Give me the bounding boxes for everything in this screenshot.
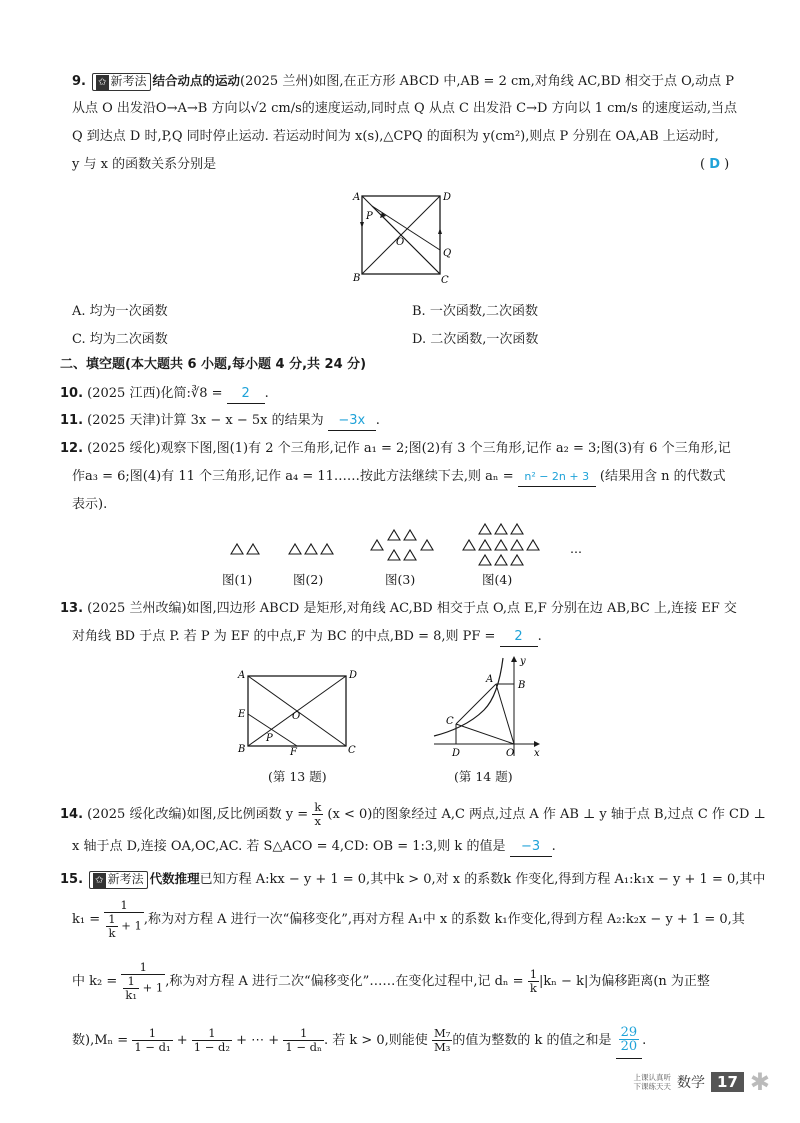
q14-text-2: x 轴于点 D,连接 OA,OC,AC. 若 S△ACO = 4,CD: OB = 1:3,则 k 的值是 [72,839,506,854]
q14-fraction [312,801,323,828]
mascot-star-icon: ✱ [749,1068,770,1096]
q12-caption-1: 图(1) [222,572,253,587]
q15-m1-num: 1 [132,1027,172,1041]
q15-inner-num: 1 [108,912,116,926]
q13-label-a: A [238,670,246,681]
q15-text-2: ,称为对方程 A 进行一次“偏移变化”,再对方程 A₁中 x 的系数 k₁作变化,得到方程 A₂:k₂x − y + 1 = 0,其 [143,912,745,927]
q9-text-3: Q 到达点 D 时,P,Q 同时停止运动. 若运动时间为 x(s),△CPQ 的面积为 y(cm²),则点 P 分别在 OA,AB 上运动时, [72,129,719,144]
q14-text-1a: (2025 绥化改编)如图,反比例函数 y = [87,807,309,822]
footer-slogan-2: 下课练天天 [633,1082,672,1091]
q15-m-term-2 [192,1027,232,1054]
q9-label-d: D [443,192,452,203]
q15-answer-fraction [619,1026,640,1053]
q14-label-y: y [520,656,526,667]
section-title: 二、填空题(本大题共 6 小题,每小题 4 分,共 24 分) [60,357,367,372]
q12-text-2b: (结果用含 n 的代数式 [599,469,726,484]
q9-option-d[interactable]: D. 二次函数,一次函数 [412,332,539,347]
q9-number: 9. [72,74,86,89]
q14-figure [430,652,545,760]
q13-label-o: O [292,711,301,722]
q14-label-b: B [518,680,526,691]
q15-inner2-den: k₁ [125,988,137,1002]
q13-text-2: 对角线 BD 于点 P. 若 P 为 EF 的中点,F 为 BC 的中点,BD = 8,则 PF = [72,629,496,644]
q13-number: 13. [60,601,84,616]
q9-label-p: P [366,211,373,222]
q15-text-1: 已知方程 A:kx − y + 1 = 0,其中k > 0,对 x 的系数k 作变化,得到方程 A₁:k₁x − y + 1 = 0,其中 [199,872,766,887]
q14-segment-oa [496,684,514,744]
triangle-shape [527,540,539,550]
q12-caption-2: 图(2) [293,572,324,587]
q9-text-2: 从点 O 出发沿O→A→B 方向以√2 cm/s的速度运动,同时点 Q 从点 C 出发沿 C→D 方向以 1 cm/s 的速度运动,当点 [72,101,738,116]
q14-answer[interactable]: −3 [510,838,552,857]
q9-tag [92,73,150,91]
q15-plus: + [176,1033,188,1048]
q14-frac-num: k [314,800,322,814]
q15-line4 [72,1022,646,1059]
footer-slogan-1: 上课认真听 [633,1073,672,1082]
q9-arrow-cd [438,228,442,234]
q13-label-p: P [266,733,273,744]
triangle-shape [495,524,507,534]
q12-ellipsis: … [570,542,582,556]
q15-1-over-k [106,913,117,940]
page-footer [634,1068,770,1096]
q15-dn-num: 1 [529,967,538,981]
triangle-shape [305,544,317,554]
q14-label-c: C [446,716,454,727]
q10-number: 10. [60,386,84,401]
q13-line2: 对角线 BD 于点 P. 若 P 为 EF 的中点,F 为 BC 的中点,BD = 8,则 PF = 2 . [72,628,542,647]
q15-k1-fraction [104,899,144,940]
q11-text: (2025 天津)计算 3x − x − 5x 的结果为 [87,413,324,428]
triangle-shape [289,544,301,554]
triangle-shape [404,550,416,560]
q15-text-3b: |kₙ − k|为偏移距离(n 为正整 [539,974,710,989]
triangle-shape [511,555,523,565]
q9-label-c: C [441,275,449,284]
q15-dots: + ⋯ + [236,1033,280,1048]
star-icon: ✩ [98,77,107,88]
q15-ans-den: 20 [620,1039,638,1054]
q9-label-b: B [353,273,361,284]
q9-paren-open: ( [700,157,706,172]
q9-text-1: (2025 兰州)如图,在正方形 ABCD 中,AB = 2 cm,对角线 AC,BD 相交于点 O,动点 P [240,74,735,89]
q15-m7: M₇ [433,1026,451,1040]
q9-arrow-ab [360,222,364,228]
q15-tag-topic: 代数推理 [149,871,200,886]
q13-label-b: B [238,744,246,755]
q15-line2 [72,898,745,942]
q12-text-2a: 作a₃ = 6;图(4)有 11 个三角形,记作 a₄ = 11……按此方法继续下去,则 aₙ = [72,469,514,484]
q15-mn-den: 1 − dₙ [285,1040,322,1054]
triangle-shape [463,540,475,550]
q14-label-d: D [452,748,461,759]
q15-tag-label: 新考法 [107,872,144,886]
q15-m-term-1 [132,1027,172,1054]
q15-dn-fraction [528,968,539,995]
q11-number: 11. [60,413,84,428]
q14-y-arrow [511,656,517,662]
q15-1-over-k1 [123,975,139,1002]
triangle-shape [479,524,491,534]
q14-caption: (第 14 题) [454,769,513,784]
q12-caption-4: 图(4) [482,572,513,587]
q14-frac-den: x [314,814,322,828]
triangle-shape [388,530,400,540]
page-number: 17 [711,1072,744,1092]
q14-x-arrow [534,741,540,747]
triangle-shape [371,540,383,550]
q15-ans-num: 29 [620,1025,638,1040]
q14-line2: x 轴于点 D,连接 OA,OC,AC. 若 S△ACO = 4,CD: OB = 1:3,则 k 的值是 −3 . [72,838,556,857]
q11-answer[interactable]: −3x [328,412,376,431]
footer-slogan [634,1073,672,1091]
q11-line: 11. (2025 天津)计算 3x − x − 5x 的结果为 −3x . [60,412,380,431]
q15-mn-num: 1 [283,1027,324,1041]
triangle-shape [247,544,259,554]
q15-k1-num: 1 [104,899,144,913]
q12-line2 [72,468,726,487]
triangle-shape [479,555,491,565]
triangle-shape [231,544,243,554]
q9-option-a[interactable]: A. 均为一次函数 [72,304,168,319]
q14-hyperbola [434,658,503,736]
triangle-shape [479,540,491,550]
q12-caption-3: 图(3) [385,572,416,587]
q9-answer: D [709,157,721,172]
q15-text-3a: ,称为对方程 A 进行二次“偏移变化”……在变化过程中,记 dₙ = [165,974,524,989]
triangle-shape [388,550,400,560]
q13-figure [232,662,362,756]
q10-answer[interactable]: 2 [227,385,265,404]
triangle-shape [404,530,416,540]
q15-k2-fraction [121,961,165,1002]
q13-answer[interactable]: 2 [500,628,538,647]
q13-text-1: (2025 兰州改编)如图,四边形 ABCD 是矩形,对角线 AC,BD 相交于点 O,点 E,F 分别在边 AB,BC 上,连接 EF 交 [87,601,737,616]
q14-label-o: O [506,748,515,759]
q15-inner-den: k [108,926,116,940]
q12-answer[interactable]: n² − 2n + 3 [518,468,596,487]
q15-dn-den: k [529,981,537,995]
q9-tag-topic: 结合动点的运动 [152,73,241,88]
q14-label-a: A [486,674,494,685]
triangle-shape [321,544,333,554]
q15-k2-num: 1 [121,961,165,975]
q15-answer[interactable] [616,1022,643,1059]
q13-caption: (第 13 题) [268,769,327,784]
q15-plus-one: + 1 [121,918,142,933]
footer-subject: 数学 [677,1075,706,1091]
q12-figure [225,520,595,566]
q9-answer-bracket [700,156,729,174]
q13-label-c: C [348,745,356,756]
q14-segment-oc [456,724,514,744]
q15-m1-den: 1 − d₁ [134,1040,171,1054]
q15-k2-left: 中 k₂ = [72,974,118,989]
q10-text: (2025 江西)化简:∛8 = [87,386,223,401]
q14-number: 14. [60,807,84,822]
q9-figure [348,188,458,284]
q9-option-c[interactable]: C. 均为二次函数 [72,332,168,347]
q15-k2-den [121,975,165,1002]
star-icon: ✩ [95,875,104,886]
q15-text-4b: . 若 k > 0,则能使 [323,1033,428,1048]
q14-text-1b: (x < 0)的图象经过 A,C 两点,过点 A 作 AB ⊥ y 轴于点 B,过点 C 作 CD ⊥ [327,807,766,822]
q13-label-f: F [290,747,297,756]
q15-m3: M₃ [433,1040,451,1054]
q9-label-q: Q [443,248,452,259]
q14-line1 [60,800,766,830]
q13-label-e: E [238,709,246,720]
q15-tag [89,871,147,889]
q15-line1 [60,870,765,889]
q9-line1 [72,72,734,91]
q15-m-term-n [283,1027,324,1054]
q12-line1 [60,440,731,458]
q9-option-b[interactable]: B. 一次函数,二次函数 [412,304,538,319]
q9-label-a: A [353,192,361,203]
q15-m7-over-m3 [432,1027,452,1054]
triangle-shape [511,524,523,534]
q15-number: 15. [60,872,84,887]
q15-period: . [642,1033,647,1048]
q12-text-1: (2025 绥化)观察下图,图(1)有 2 个三角形,记作 a₁ = 2;图(2)有 3 个三角形,记作 a₂ = 3;图(3)有 6 个三角形,记 [87,441,731,456]
triangle-shape [495,540,507,550]
triangle-shape [495,555,507,565]
triangle-shape [421,540,433,550]
q14-segment-ac [456,684,496,724]
q12-text-3: 表示). [72,497,108,512]
q10-line: 10. (2025 江西)化简:∛8 = 2 . [60,385,269,404]
q13-label-d: D [349,670,358,681]
q9-paren-close: ) [724,157,730,172]
q15-text-4a: 数),Mₙ = [72,1033,129,1048]
q15-text-4c: 的值为整数的 k 的值之和是 [452,1033,612,1048]
q15-plus-one-2: + 1 [142,980,164,995]
q15-k1-left: k₁ = [72,912,101,927]
q14-label-x: x [534,748,540,759]
q9-label-o: O [396,237,405,248]
triangle-shape [511,540,523,550]
q15-inner2-num: 1 [123,975,139,989]
q9-text-4: y 与 x 的函数关系分别是 [72,157,217,172]
q15-m2-num: 1 [192,1027,232,1041]
q15-k1-den [104,913,144,940]
q12-number: 12. [60,441,84,456]
q9-tag-label: 新考法 [110,74,147,88]
q15-line3 [72,960,710,1004]
q15-m2-den: 1 − d₂ [193,1040,230,1054]
q13-line1 [60,600,737,618]
